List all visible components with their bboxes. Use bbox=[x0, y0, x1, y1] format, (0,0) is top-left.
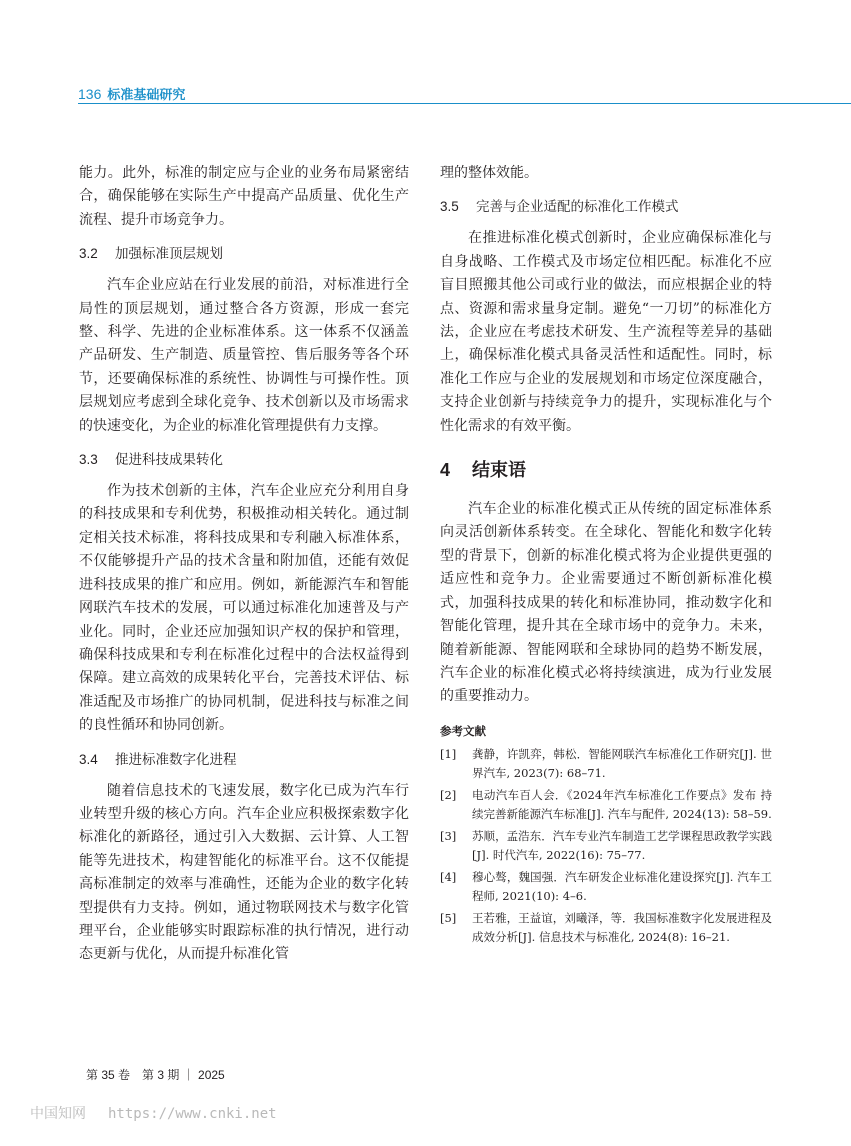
left-column bbox=[79, 162, 409, 967]
running-header bbox=[78, 84, 185, 103]
section-heading-3-2: 3.2 加强标准顶层规划 bbox=[79, 246, 223, 262]
paragraph: 汽车企业应站在行业发展的前沿，对标准进行全局性的顶层规划，通过整合各方资源，形成一套完整、科学、先进的企业标准体系。这一体系不仅涵盖产品研发、生产制造、质量管控、售后服务等各个环节，还要确保标准的系统性、协调性与可操作性。顶层规划应考虑到全球化竞争、技术创新以及市场需求的快速变化，为企业的标准化管理提供有力支撑。 bbox=[79, 277, 409, 434]
reference-list bbox=[440, 745, 772, 948]
paragraph: 理的整体效能。 bbox=[440, 165, 538, 181]
header-rule bbox=[78, 103, 851, 104]
paragraph: 作为技术创新的主体，汽车企业应充分利用自身的科技成果和专利优势，积极推动相关转化。通过制定相关技术标准，将科技成果和专利融入标准体系，不仅能够提升产品的技术含量和附加值，还能有效促进科技成果的推广和应用。例如，新能源汽车和智能网联汽车技术的发展，可以通过标准化加速普及与产业化。同时，企业还应加强知识产权的保护和管理，确保科技成果和专利在标准化过程中的合法权益得到保障。建立高效的成果转化平台，完善技术评估、标准适配及市场推广的协同机制，促进科技与标准之间的良性循环和协同创新。 bbox=[79, 483, 409, 734]
section-heading-3-3: 3.3 促进科技成果转化 bbox=[79, 452, 223, 468]
references-heading: 参考文献 bbox=[440, 725, 486, 738]
reference-item: [4] 穆心骜，魏国强．汽车研发企业标准化建设探究[J]. 汽车工程师, 2021(10): 4–6. bbox=[440, 869, 772, 904]
reference-item: [5] 王若雅，王益谊，刘曦泽，等．我国标准数字化发展进程及成效分析[J]. 信息技术与标准化, 2024(8): 16–21. bbox=[440, 910, 772, 945]
paragraph: 随着信息技术的飞速发展，数字化已成为汽车行业转型升级的核心方向。汽车企业应积极探索数字化标准化的新路径，通过引入大数据、云计算、人工智能等先进技术，构建智能化的标准平台。这不仅能提高标准制定的效率与准确性，还能为企业的数字化转型提供有力支持。例如，通过物联网技术与数字化管理平台，企业能够实时跟踪标准的执行情况，进行动态更新与优化，从而提升标准化管 bbox=[79, 782, 409, 963]
footer-volume-issue: 第 35 卷 第 3 期 ｜ 2025 bbox=[86, 1068, 225, 1082]
paragraph: 能力。此外，标准的制定应与企业的业务布局紧密结合，确保能够在实际生产中提高产品质量、优化生产流程、提升市场竞争力。 bbox=[79, 165, 409, 228]
reference-item: [3] 苏顺，孟浩东．汽车专业汽车制造工艺学课程思政教学实践[J]. 时代汽车, 2022(16): 75–77. bbox=[440, 828, 772, 863]
watermark-cn: 中国知网 bbox=[30, 1106, 86, 1122]
page-number: 136 bbox=[78, 86, 102, 102]
reference-item: [1] 龚静，许凯弈，韩松．智能网联汽车标准化工作研究[J]. 世界汽车, 2023(7): 68–71. bbox=[440, 746, 772, 781]
watermark-url: https://www.cnki.net bbox=[108, 1106, 277, 1122]
paragraph: 在推进标准化模式创新时，企业应确保标准化与自身战略、工作模式及市场定位相匹配。标准化不应盲目照搬其他公司或行业的做法，而应根据企业的特点、资源和需求量身定制。避免“一刀切”的标准化方法，企业应在考虑技术研发、生产流程等差异的基础上，确保标准化模式具备灵活性和适配性。同时，标准化工作应与企业的发展规划和市场定位深度融合，支持企业创新与持续竞争力的提升，实现标准化与个性化需求的有效平衡。 bbox=[440, 230, 772, 434]
right-column bbox=[440, 162, 772, 950]
paragraph: 汽车企业的标准化模式正从传统的固定标准体系向灵活创新体系转变。在全球化、智能化和数字化转型的背景下，创新的标准化模式将为企业提供更强的适应性和竞争力。企业需要通过不断创新标准化模式，加强科技成果的转化和标准协同，推动数字化和智能化管理，提升其在全球市场中的竞争力。未来，随着新能源、智能网联和全球协同的趋势不断发展，汽车企业的标准化模式必将持续演进，成为行业发展的重要推动力。 bbox=[440, 501, 772, 705]
journal-section: 标准基础研究 bbox=[107, 87, 186, 102]
section-heading-3-5: 3.5 完善与企业适配的标准化工作模式 bbox=[440, 199, 679, 215]
section-heading-4: 4 结束语 bbox=[440, 460, 526, 481]
cnki-watermark bbox=[30, 1103, 277, 1123]
section-heading-3-4: 3.4 推进标准数字化进程 bbox=[79, 751, 237, 767]
reference-item: [2] 电动汽车百人会．《2024年汽车标准化工作要点》发布 持续完善新能源汽车标准[J]. 汽车与配件, 2024(13): 58–59. bbox=[440, 787, 772, 822]
